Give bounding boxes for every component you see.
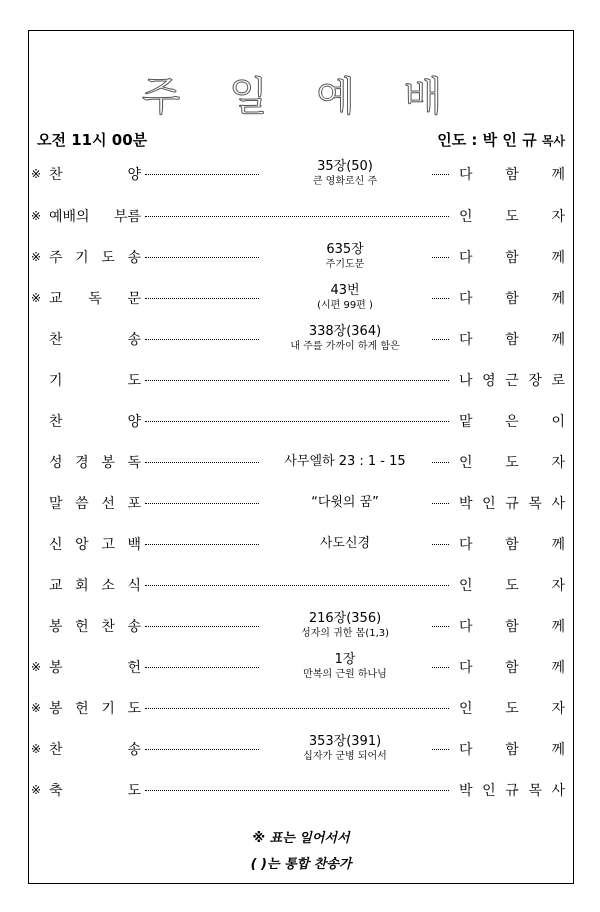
item-label: 신 앙 고 백 xyxy=(49,537,141,553)
item-detail-sub: 주기도문 xyxy=(325,259,365,270)
standing-mark: ※ xyxy=(31,742,42,756)
standing-mark: ※ xyxy=(31,701,42,715)
item-detail xyxy=(259,494,431,511)
item-person: 인 도 자 xyxy=(459,455,565,471)
item-label: 찬 양 xyxy=(49,167,141,183)
item-detail xyxy=(259,453,431,470)
worship-item xyxy=(29,529,573,565)
item-label: 찬 송 xyxy=(49,332,141,348)
item-detail-sub: 성자의 귀한 몸(1,3) xyxy=(300,628,390,639)
page-title: 주 일 예 배 xyxy=(141,74,461,120)
item-person: 인 도 자 xyxy=(459,701,565,717)
item-person: 다 함 께 xyxy=(459,291,565,307)
standing-mark: ※ xyxy=(31,291,42,305)
item-detail xyxy=(259,241,431,271)
item-detail-main: 35장(50) xyxy=(317,159,373,174)
item-detail xyxy=(259,282,431,312)
item-person: 다 함 께 xyxy=(459,660,565,676)
item-detail-main: 338장(364) xyxy=(308,324,382,339)
worship-item xyxy=(29,159,573,195)
item-person: 인 도 자 xyxy=(459,578,565,594)
item-detail xyxy=(259,651,431,681)
item-person: 다 함 께 xyxy=(459,167,565,183)
item-label: 기 도 xyxy=(49,373,141,389)
footer-note-hymnal: ( )는 통합 찬송가 xyxy=(250,857,352,872)
worship-item xyxy=(29,611,573,647)
worship-item xyxy=(29,693,573,729)
worship-item xyxy=(29,242,573,278)
item-person: 박 인 규 목 사 xyxy=(459,496,565,512)
leader-dots xyxy=(145,585,449,586)
item-detail xyxy=(259,323,431,353)
item-detail-main: 353장(391) xyxy=(308,734,382,749)
worship-item xyxy=(29,570,573,606)
item-detail-main: “다윗의 꿈” xyxy=(311,495,379,510)
leader-dots xyxy=(145,790,449,791)
item-label: 찬 송 xyxy=(49,742,141,758)
worship-item xyxy=(29,324,573,360)
leader-name: 인도 : 박 인 규 xyxy=(437,131,537,149)
item-detail xyxy=(259,610,431,640)
item-detail-sub: (시편 99편 ) xyxy=(317,300,373,311)
item-label: 봉 헌 xyxy=(49,660,141,676)
item-label: 교 독 문 xyxy=(49,291,141,307)
item-detail-main: 사도신경 xyxy=(319,536,371,551)
worship-item xyxy=(29,775,573,811)
item-detail xyxy=(259,535,431,552)
item-detail-main: 43번 xyxy=(330,283,360,298)
item-detail-sub: 십자가 군병 되어서 xyxy=(303,751,387,762)
item-detail xyxy=(259,158,431,188)
worship-item xyxy=(29,488,573,524)
standing-mark: ※ xyxy=(31,660,42,674)
item-detail-main: 216장(356) xyxy=(308,611,382,626)
leader-dots xyxy=(145,421,449,422)
item-label: 봉 헌 기 도 xyxy=(49,701,141,717)
leader-dots xyxy=(145,708,449,709)
item-person: 다 함 께 xyxy=(459,619,565,635)
item-label: 축 도 xyxy=(49,783,141,799)
item-detail-sub: 큰 영화로신 주 xyxy=(312,176,378,187)
item-person: 나 영 근 장 로 xyxy=(459,373,565,389)
item-label: 봉 헌 찬 송 xyxy=(49,619,141,635)
standing-mark: ※ xyxy=(31,209,42,223)
item-detail-main: 사무엘하 23 : 1 - 15 xyxy=(284,454,406,469)
item-detail xyxy=(259,733,431,763)
item-detail-main: 1장 xyxy=(334,652,356,667)
bulletin-frame xyxy=(28,30,574,884)
item-person: 다 함 께 xyxy=(459,332,565,348)
footer-note-standing: ※ 표는 일어서서 xyxy=(252,831,350,846)
item-label: 예배의 부름 xyxy=(49,209,141,225)
item-person: 다 함 께 xyxy=(459,742,565,758)
worship-item xyxy=(29,406,573,442)
service-time: 오전 11시 00분 xyxy=(37,131,148,149)
item-label: 교 회 소 식 xyxy=(49,578,141,594)
item-person: 인 도 자 xyxy=(459,209,565,225)
item-person: 다 함 께 xyxy=(459,537,565,553)
item-label: 말 씀 선 포 xyxy=(49,496,141,512)
item-detail-sub: 내 주를 가까이 하게 함은 xyxy=(290,341,400,352)
item-label: 찬 양 xyxy=(49,414,141,430)
standing-mark: ※ xyxy=(31,167,42,181)
item-label: 성 경 봉 독 xyxy=(49,455,141,471)
item-person: 다 함 께 xyxy=(459,250,565,266)
worship-item xyxy=(29,447,573,483)
worship-item xyxy=(29,283,573,319)
item-detail-main: 635장 xyxy=(326,242,364,257)
item-label: 주 기 도 송 xyxy=(49,250,141,266)
order-of-worship xyxy=(29,31,573,883)
item-detail-sub: 만복의 근원 하나님 xyxy=(303,669,387,680)
item-person: 맡 은 이 xyxy=(459,414,565,430)
item-person: 박 인 규 목 사 xyxy=(459,783,565,799)
worship-item xyxy=(29,652,573,688)
standing-mark: ※ xyxy=(31,783,42,797)
leader-dots xyxy=(145,216,449,217)
leader-dots xyxy=(145,380,449,381)
worship-item xyxy=(29,365,573,401)
leader-title: 목사 xyxy=(541,134,565,148)
worship-item xyxy=(29,734,573,770)
standing-mark: ※ xyxy=(31,250,42,264)
worship-item xyxy=(29,201,573,237)
